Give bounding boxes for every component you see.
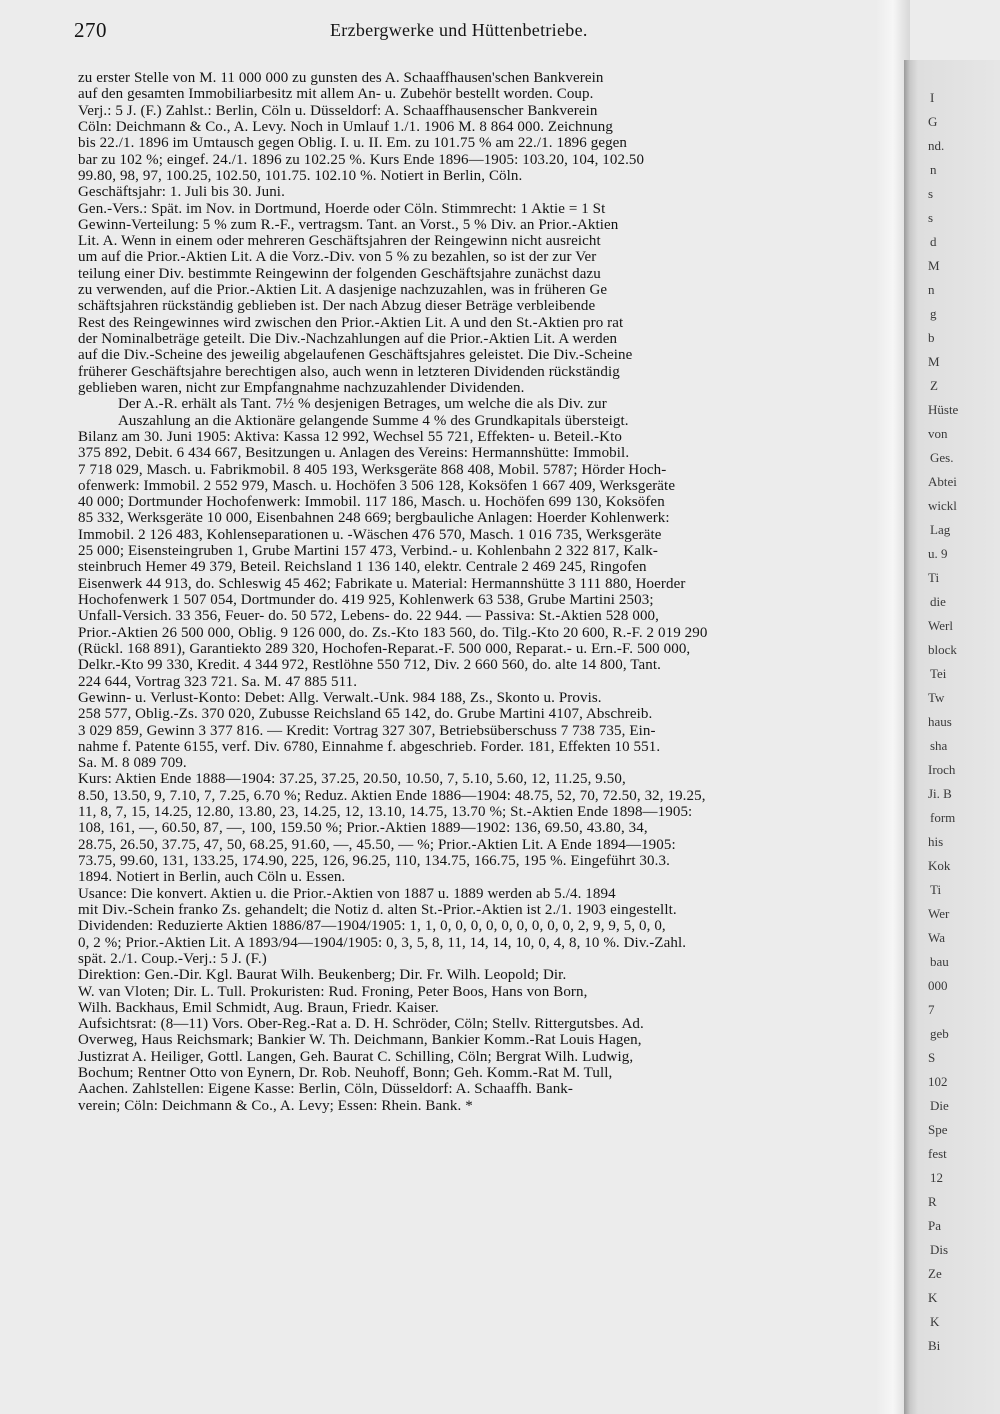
- text-line: Bochum; Rentner Otto von Eynern, Dr. Rob. Neuhoff, Bonn; Geh. Komm.-Rat M. Tull,: [78, 1065, 613, 1082]
- next-page-fragment: form: [930, 810, 956, 825]
- text-line: Wilh. Backhaus, Emil Schmidt, Aug. Braun, Friedr. Kaiser.: [78, 999, 439, 1016]
- text-line: auf den gesamten Immobiliarbesitz mit allem An- u. Zubehör bestellt worden. Coup.: [78, 86, 594, 103]
- next-page-fragment: Ti: [928, 570, 940, 585]
- next-page-fragment: g: [930, 306, 937, 321]
- text-line: Kurs: Aktien Ende 1888—1904: 37.25, 37.25, 20.50, 10.50, 7, 5.10, 5.60, 12, 11.25, 9.50,: [78, 771, 626, 788]
- running-head: Erzbergwerke und Hüttenbetriebe.: [330, 20, 588, 40]
- text-line: 40 000; Dortmunder Hochofenwerk: Immobil. 117 186, Masch. u. Hochöfen 699 130, Koksöfen: [78, 494, 665, 511]
- text-line: Der A.-R. erhält als Tant. 7½ % desjenigen Betrages, um welche die als Div. zur: [118, 396, 607, 413]
- text-line: Dividenden: Reduzierte Aktien 1886/87—1904/1905: 1, 1, 0, 0, 0, 0, 0, 0, 0, 0, 0, 2, 9, 9, 5, 0, 0,: [78, 918, 666, 935]
- text-line: auf die Div.-Scheine des jeweilig abgelaufenen Geschäftsjahres geleistet. Die Div.-Scheine: [78, 347, 633, 364]
- next-page-fragment: Dis: [930, 1242, 949, 1257]
- next-page-fragment: bau: [930, 954, 949, 969]
- text-line: Lit. A. Wenn in einem oder mehreren Geschäftsjahren der Reingewinn nicht ausreicht: [78, 233, 601, 250]
- next-page-fragment: M: [928, 354, 940, 369]
- text-line: Aachen. Zahlstellen: Eigene Kasse: Berlin, Cöln, Düsseldorf: A. Schaaffh. Bank-: [78, 1081, 574, 1098]
- text-line: 8.50, 13.50, 9, 7.10, 7, 7.25, 6.70 %; Reduz. Aktien Ende 1886—1904: 48.75, 52, 70, 72.50, 32, 19.25,: [78, 787, 706, 804]
- text-line: 3 029 859, Gewinn 3 377 816. — Kredit: Vortrag 327 307, Betriebsüberschuss 7 738 735, Ein-: [78, 722, 656, 739]
- text-line: Justizrat A. Heiliger, Gottl. Langen, Geh. Baurat C. Schilling, Cöln; Bergrat Wilh. Ludwig,: [78, 1048, 634, 1065]
- text-line: schäftsjahren rückständig geblieben ist. Der nach Abzug dieser Beträge verbleibende: [78, 298, 596, 315]
- text-line: 258 577, Oblig.-Zs. 370 020, Zubusse Reichsland 65 142, do. Grube Martini 4107, Abschreib.: [78, 706, 653, 723]
- next-page-fragment: u. 9: [928, 546, 948, 561]
- text-line: Rest des Reingewinnes wird zwischen den Prior.-Aktien Lit. A und den St.-Aktien pro rat: [78, 314, 624, 331]
- next-page-fragment: Ze: [928, 1266, 942, 1281]
- text-line: Eisenwerk 44 913, do. Schleswig 45 462; Fabrikate u. Material: Hermannshütte 3 111 880, Hoerder: [78, 575, 686, 592]
- next-page-fragment: Lag: [930, 522, 951, 537]
- next-page-fragment: K: [928, 1290, 938, 1305]
- next-page-fragment: Tei: [930, 666, 947, 681]
- text-line: 11, 8, 7, 15, 14.25, 12.80, 13.80, 23, 14.25, 12, 13.10, 14.75, 13.70 %; St.-Aktien Ende 1898—1905:: [78, 804, 693, 821]
- text-line: ofenwerk: Immobil. 2 552 979, Masch. u. Hochöfen 3 506 128, Koksöfen 1 667 409, Werksgeräte: [78, 477, 676, 494]
- next-page-fragment: S: [928, 1050, 936, 1065]
- text-line: 224 644, Vortrag 323 721. Sa. M. 47 885 511.: [78, 673, 358, 690]
- next-page-fragment: K: [930, 1314, 940, 1329]
- text-line: Gewinn- u. Verlust-Konto: Debet: Allg. Verwalt.-Unk. 984 188, Zs., Skonto u. Provis.: [78, 689, 602, 706]
- next-page-fragment: fest: [928, 1146, 947, 1161]
- next-page-edge: [904, 60, 1000, 1414]
- text-line: Geschäftsjahr: 1. Juli bis 30. Juni.: [78, 184, 285, 201]
- text-line: zu verwenden, auf die Prior.-Aktien Lit. A dasjenige nachzuzahlen, was in früheren Ge: [78, 282, 608, 299]
- next-page-fragment: von: [928, 426, 948, 441]
- next-page-fragment: 12: [930, 1170, 943, 1185]
- text-line: Gen.-Vers.: Spät. im Nov. in Dortmund, Hoerde oder Cöln. Stimmrecht: 1 Aktie = 1 St: [78, 200, 606, 217]
- next-page-fragment: d: [930, 234, 937, 249]
- text-line: Hochofenwerk 1 507 054, Dortmunder do. 419 925, Kohlenwerk 63 538, Grube Martini 2503;: [78, 592, 654, 608]
- next-page-fragment: Kok: [928, 858, 951, 873]
- text-line: Prior.-Aktien 26 500 000, Oblig. 9 126 000, do. Zs.-Kto 183 560, do. Tilg.-Kto 20 600, R.-F. 2 019 290: [78, 624, 708, 641]
- text-line: Sa. M. 8 089 709.: [78, 755, 187, 772]
- page-number: 270: [74, 18, 107, 42]
- text-line: Cöln: Deichmann & Co., A. Levy. Noch in Umlauf 1./1. 1906 M. 8 864 000. Zeichnung: [78, 118, 613, 135]
- text-line: Overweg, Haus Reichsmark; Bankier W. Th. Deichmann, Bankier Komm.-Rat Louis Hagen,: [78, 1032, 642, 1049]
- text-line: steinbruch Hemer 49 379, Beteil. Reichsland 1 136 140, elektr. Centrale 2 469 245, Ringofen: [78, 559, 647, 576]
- next-page-fragment: Abtei: [928, 474, 957, 489]
- text-line: mit Div.-Schein franko Zs. gehandelt; die Notiz d. alten St.-Prior.-Aktien ist 2./1. 1903 eingestellt.: [78, 901, 677, 918]
- next-page-fragment: b: [928, 330, 935, 345]
- text-line: Usance: Die konvert. Aktien u. die Prior.-Aktien von 1887 u. 1889 werden ab 5./4. 1894: [78, 885, 616, 902]
- next-page-fragment: Z: [930, 378, 938, 393]
- next-page-fragment: n: [928, 282, 935, 297]
- next-page-fragment: Ti: [930, 882, 942, 897]
- text-line: 1894. Notiert in Berlin, auch Cöln u. Essen.: [78, 869, 346, 886]
- text-line: W. van Vloten; Dir. L. Tull. Prokuristen: Rud. Froning, Peter Boos, Hans von Born,: [78, 983, 588, 1000]
- text-line: teilung einer Div. bestimmte Reingewinn der folgenden Geschäftsjahre zunächst dazu: [78, 265, 601, 282]
- text-line: 73.75, 99.60, 131, 133.25, 174.90, 225, 126, 96.25, 110, 134.75, 166.75, 195 %. Eingeführt 30.3.: [78, 853, 670, 869]
- text-line: Immobil. 2 126 483, Kohlenseparationen u. -Wäschen 476 570, Masch. 1 016 735, Werksgeräte: [78, 526, 662, 543]
- text-line: Direktion: Gen.-Dir. Kgl. Baurat Wilh. Beukenberg; Dir. Fr. Wilh. Leopold; Dir.: [78, 967, 567, 984]
- next-page-fragment: s: [928, 210, 934, 225]
- text-line: Bilanz am 30. Juni 1905: Aktiva: Kassa 12 992, Wechsel 55 721, Effekten- u. Beteil.-Kto: [78, 428, 622, 445]
- next-page-fragment: haus: [928, 714, 952, 729]
- next-page-fragment: n: [930, 162, 937, 177]
- next-page-fragment: Bi: [928, 1338, 941, 1353]
- text-line: 25 000; Eisensteingruben 1, Grube Martini 157 473, Verbind.- u. Kohlenbahn 2 322 817, Kalk-: [78, 543, 658, 560]
- next-page-fragment: s: [928, 186, 934, 201]
- page-body: [78, 70, 876, 1270]
- text-line: bis 22./1. 1896 im Umtausch gegen Oblig. I. u. II. Em. zu 101.75 % am 22./1. 1896 gegen: [78, 135, 628, 152]
- next-page-fragment: Die: [930, 1098, 949, 1113]
- next-page-fragment: Pa: [928, 1218, 941, 1233]
- text-line: spät. 2./1. Coup.-Verj.: 5 J. (F.): [78, 950, 267, 967]
- next-page-fragment: Wa: [928, 930, 945, 945]
- text-line: Delkr.-Kto 99 330, Kredit. 4 344 972, Restlöhne 550 712, Div. 2 660 560, do. alte 14 800, Tant.: [78, 657, 661, 674]
- text-line: 99.80, 98, 97, 100.25, 102.50, 101.75. 102.10 %. Notiert in Berlin, Cöln.: [78, 167, 523, 184]
- next-page-fragment: Ges.: [930, 450, 954, 465]
- next-page-fragment: block: [928, 642, 957, 657]
- text-line: Verj.: 5 J. (F.) Zahlst.: Berlin, Cöln u. Düsseldorf: A. Schaaffhausenscher Bankverein: [78, 102, 598, 119]
- text-line: geblieben waren, nicht zur Empfangnahme nachzuzahlender Dividenden.: [78, 379, 525, 396]
- text-line: früherer Geschäftsjahre berechtigen also, auch wenn in letzteren Dividenden rückständig: [78, 363, 620, 380]
- next-page-fragment: die: [930, 594, 946, 609]
- next-page-fragment: I: [930, 90, 935, 105]
- next-page-fragment: sha: [930, 738, 948, 753]
- text-line: Aufsichtsrat: (8—11) Vors. Ober-Reg.-Rat a. D. H. Schröder, Cöln; Stellv. Rittergutsbes. Ad.: [78, 1016, 644, 1033]
- next-page-fragment: wickl: [928, 498, 957, 513]
- text-line: Unfall-Versich. 33 356, Feuer- do. 50 572, Lebens- do. 22 944. — Passiva: St.-Aktien 528 000,: [78, 608, 660, 625]
- text-line: um auf die Prior.-Aktien Lit. A die Vorz.-Div. von 5 % zu bezahlen, so ist der zur Ver: [78, 249, 597, 266]
- text-line: 28.75, 26.50, 37.75, 47, 50, 68.25, 91.60, —, 45.50, — %; Prior.-Aktien Lit. A Ende 1894—1905:: [78, 836, 676, 853]
- text-line: 375 892, Debit. 6 434 667, Besitzungen u. Anlagen des Vereins: Hermannshütte: Immobil.: [78, 445, 630, 462]
- next-page-fragment: 000: [928, 978, 948, 993]
- text-line: 85 332, Werksgeräte 10 000, Eisenbahnen 248 669; bergbauliche Anlagen: Hoerder Kohlenwerk:: [78, 510, 670, 527]
- next-page-fragment: Wer: [928, 906, 950, 921]
- text-line: 0, 2 %; Prior.-Aktien Lit. A 1893/94—1904/1905: 0, 3, 5, 8, 11, 14, 14, 10, 0, 4, 8, 10 %. Div.-Zahl.: [78, 934, 687, 951]
- next-page-fragment: Spe: [928, 1122, 948, 1137]
- next-page-fragment: 7: [928, 1002, 935, 1017]
- text-line: der Nominalbeträge geteilt. Die Div.-Nachzahlungen auf die Prior.-Aktien Lit. A werden: [78, 331, 618, 347]
- next-page-fragment: Iroch: [928, 762, 956, 777]
- text-line: zu erster Stelle von M. 11 000 000 zu gunsten des A. Schaaffhausen'schen Bankverein: [78, 70, 604, 86]
- text-line: Gewinn-Verteilung: 5 % zum R.-F., vertragsm. Tant. an Vorst., 5 % Div. an Prior.-Aktien: [78, 216, 619, 233]
- next-page-fragment: Ji. B: [928, 786, 952, 801]
- next-page-fragment: geb: [930, 1026, 949, 1041]
- next-page-fragment: R: [928, 1194, 937, 1209]
- next-page-fragment: Tw: [928, 690, 945, 705]
- text-line: 108, 161, —, 60.50, 87, —, 100, 159.50 %; Prior.-Aktien 1889—1902: 136, 69.50, 43.80, 34,: [78, 820, 648, 837]
- text-line: verein; Cöln: Deichmann & Co., A. Levy; Essen: Rhein. Bank. *: [78, 1097, 473, 1114]
- next-page-fragment: Werl: [928, 618, 953, 633]
- next-page-fragment: 102: [928, 1074, 948, 1089]
- next-page-fragment: nd.: [928, 138, 945, 153]
- text-line: (Rückl. 168 891), Garantiekto 289 320, Hochofen-Reparat.-F. 500 000, Reparat.- u. Ern.-F. 500 000,: [78, 640, 691, 657]
- text-line: nahme f. Patente 6155, verf. Div. 6780, Einnahme f. abgeschrieb. Forder. 181, Effekten 10 551.: [78, 738, 661, 755]
- next-page-fragment: G: [928, 114, 938, 129]
- text-line: Auszahlung an die Aktionäre gelangende Summe 4 % des Grundkapitals übersteigt.: [118, 412, 629, 429]
- next-page-fragment: Hüste: [928, 402, 959, 417]
- next-page-fragment: M: [928, 258, 940, 273]
- text-line: bar zu 102 %; eingef. 24./1. 1896 zu 102.25 %. Kurs Ende 1896—1905: 103.20, 104, 102.50: [78, 151, 645, 168]
- next-page-fragment: his: [928, 834, 944, 849]
- text-line: 7 718 029, Masch. u. Fabrikmobil. 8 405 193, Werksgeräte 868 408, Mobil. 5787; Hörder Hoch-: [78, 461, 667, 478]
